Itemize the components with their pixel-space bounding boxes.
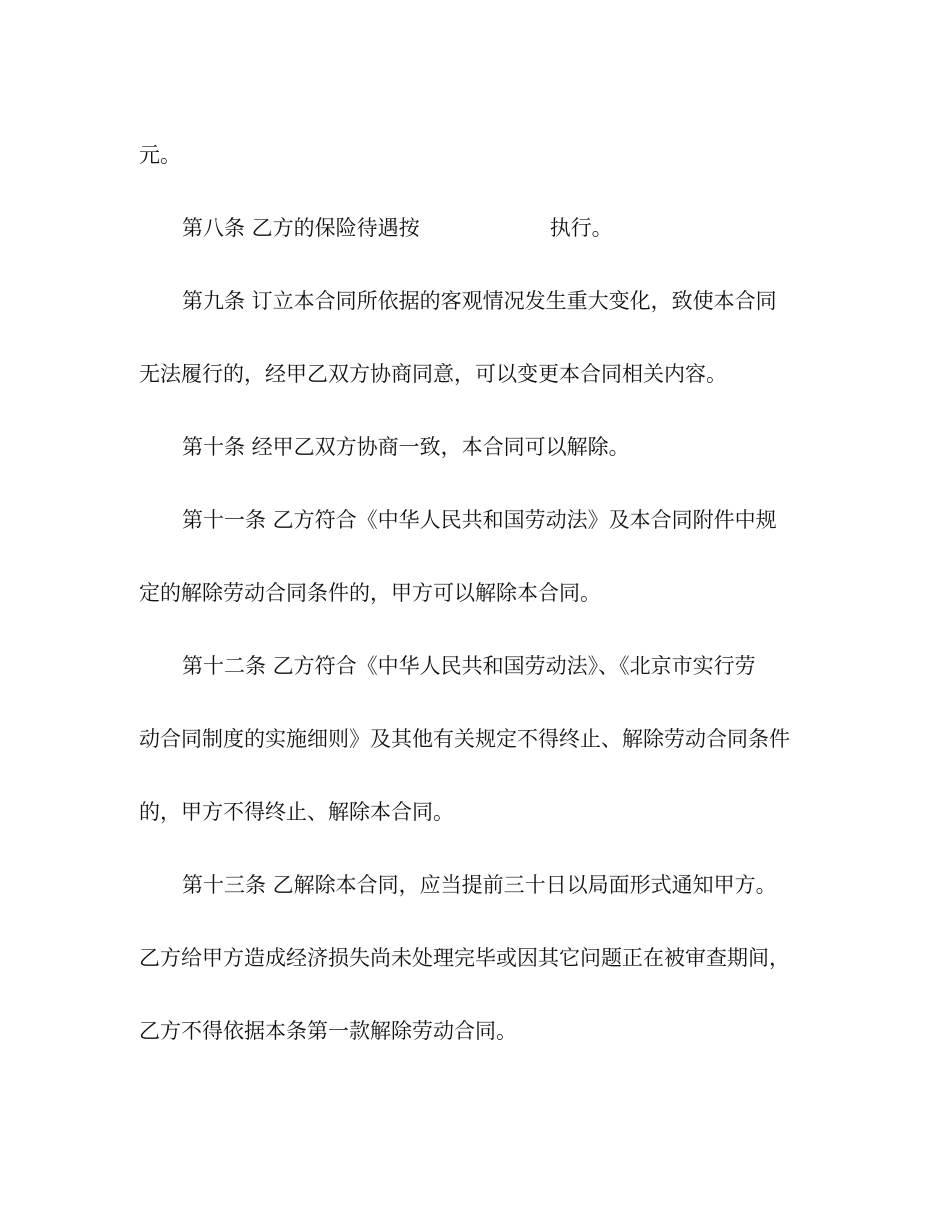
article-8-line bbox=[182, 213, 613, 243]
text-line: 第九条 订立本合同所依据的客观情况发生重大变化，致使本合同 bbox=[182, 289, 777, 313]
text-line: 动合同制度的实施细则》及其他有关规定不得终止、解除劳动合同条件 bbox=[139, 727, 790, 751]
text-line: 第十二条 乙方符合《中华人民共和国劳动法》、《北京市实行劳 bbox=[182, 654, 756, 678]
text-line: 第十条 经甲乙双方协商一致，本合同可以解除。 bbox=[182, 435, 630, 459]
text-line: 元。 bbox=[139, 143, 181, 167]
text-segment: 第八条 乙方的保险待遇按 bbox=[182, 216, 420, 240]
text-line: 的，甲方不得终止、解除本合同。 bbox=[139, 800, 454, 824]
text-line: 无法履行的，经甲乙双方协商同意，可以变更本合同相关内容。 bbox=[139, 362, 727, 386]
text-line: 乙方给甲方造成经济损失尚未处理完毕或因其它问题正在被审查期间， bbox=[139, 946, 790, 970]
text-line: 乙方不得依据本条第一款解除劳动合同。 bbox=[139, 1019, 517, 1043]
text-line: 第十一条 乙方符合《中华人民共和国劳动法》及本合同附件中规 bbox=[182, 508, 777, 532]
text-line: 第十三条 乙解除本合同，应当提前三十日以局面形式通知甲方。 bbox=[182, 873, 777, 897]
text-segment: 执行。 bbox=[549, 216, 613, 240]
text-line: 定的解除劳动合同条件的，甲方可以解除本合同。 bbox=[139, 581, 601, 605]
